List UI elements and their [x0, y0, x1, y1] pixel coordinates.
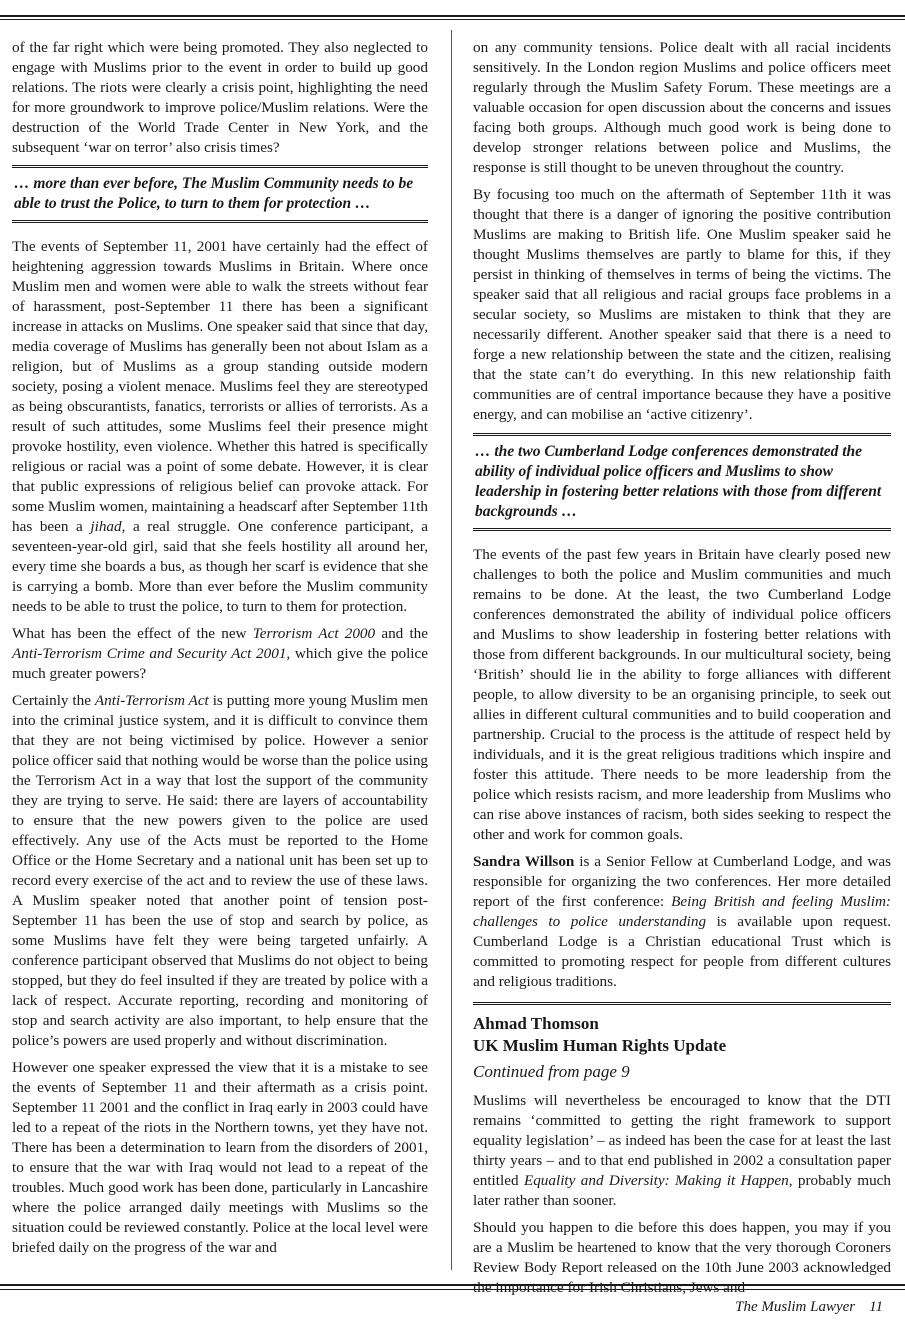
top-rule-thin: [0, 19, 905, 20]
top-rule: [0, 15, 905, 17]
paragraph: By focusing too much on the aftermath of September 11th it was thought that there is a danger of ignoring the positive contribution Muslims are making to British life. One Muslim speaker said he thought Muslims themselves are partly to blame for this, if they persist in thinking of themselves in terms of being the victims. The speaker said that all religious and racial groups face problems in a secular society, so Muslims are mistaken to think that they are necessarily different. Another speaker said that there is a need to forge a new relationship between the state and the citizen, realising that the state can’t do everything. In this new relationship faith communities are of central importance because they have a positive energy, and can mobilise an ‘active citizenry’.: [473, 186, 891, 423]
publication-name: The Muslim Lawyer: [735, 1299, 856, 1315]
paragraph: on any community tensions. Police dealt with all racial incidents sensitively. In the London region Muslims and police officers meet regularly through the Muslim Safety Forum. These meetings are a valuable occasion for open discussion about the concerns and issues facing both groups. Although much good work is being done to develop stronger relations between police and Muslims, the response is still thought to be uneven throughout the country.: [473, 39, 891, 176]
author-name: Ahmad Thomson: [473, 1014, 599, 1033]
paragraph: Muslims will nevertheless be encouraged to know that the DTI remains ‘committed to getting the right framework to support equality legislation’ – as indeed has been the case for at least the last thirty years – and to that end published in 2002 a consultation paper entitled Equality and Diversity: Making it Happen, probably much later rather than sooner.: [473, 1092, 891, 1209]
author-bio: Sandra Willson is a Senior Fellow at Cumberland Lodge, and was responsible for organizing the two conferences. Her more detailed report of the first conference: Being British and feeling Muslim: challenges to police understanding is available upon request. Cumberland Lodge is a Christian educational Trust which is committed to promoting respect for people from different cultures and religious traditions.: [473, 853, 892, 990]
paragraph: of the far right which were being promoted. They also neglected to engage with Muslims prior to the event in order to build up good relations. The riots were clearly a crisis point, highlighting the need for more groundwork to improve police/Muslim relations. Were the destruction of the World Trade Center in New York, and the subsequent ‘war on terror’ also crisis times?: [12, 39, 428, 156]
bottom-rule: [0, 1284, 905, 1286]
paragraph: Should you happen to die before this does happen, you may if you are a Muslim be heartened to know that the very thorough Coroners Review Body Report released on the 10th June 2003 acknowledged the importance for Irish Christians, Jews and: [473, 1219, 891, 1296]
bottom-rule-thin: [0, 1289, 905, 1290]
article-heading: UK Muslim Human Rights Update: [473, 1036, 727, 1055]
column-divider: [451, 30, 452, 1270]
left-column: [12, 38, 428, 1265]
paragraph: The events of September 11, 2001 have certainly had the effect of heightening aggression towards Muslims in Britain. Where once Muslim men and women were able to walk the streets without fear of harassment, post-September 11 there has been a significant increase in attacks on Muslims. One speaker said that since that day, media coverage of Muslims has generally been not about Islam as a religion, but of Muslims as a group standing outside modern society, posing a violent menace. Muslims feel they are stereotyped as being obscurantists, fanatics, terrorists or allies of terrorists. As a result of such attitudes, some Muslims feel their presence might provoke hostility, even violence. Whether this hatred is specifically religious or racial was a point of some debate. However, it is clear that public expressions of religious belief can provoke attack. For some Muslim women, maintaining a headscarf after September 11th has been a jihad, a real struggle. One conference participant, a seventeen-year-old girl, said that she feels hostility all around her, every time she boards a bus, as though her scarf is evidence that she is carrying a bomb. More than ever before the Muslim community needs to be able to trust the police, to turn to them for protection.: [12, 238, 429, 615]
paragraph: The events of the past few years in Britain have clearly posed new challenges to both the police and Muslim communities and much remains to be done. At the least, the two Cumberland Lodge conferences demonstrated the ability of individual police officers and Muslims to show leadership in fostering better relations with those from different backgrounds. In our multicultural society, being ‘British’ should lie in the ability to forge alliances with different people, to allow diversity to be an organising principle, to seek out allies in different cultural communities and to build cooperation and partnership. Crucial to the process is the attitude of respect held by individuals, and it is the great religious traditions which inspire and foster this attitude. There needs to be more leadership from the police which resists racism, and more leadership from Muslims who can rise above instances of racism, both sides seeking to respect the other and work for common goals.: [473, 546, 891, 843]
pull-quote: … more than ever before, The Muslim Community needs to be able to trust the Police, to turn to them for protection …: [12, 165, 428, 223]
page-number: 11: [869, 1299, 883, 1315]
right-column: [473, 38, 891, 1305]
continued-note: Continued from page 9: [473, 1062, 630, 1081]
paragraph: Certainly the Anti-Terrorism Act is putting more young Muslim men into the criminal justice system, and it is difficult to convince them that they are not being victimised by police. However a senior police officer said that nothing would be worse than the police using the Terrorism Act in a way that lost the support of the community they are trying to serve. He said: there are layers of accountability to ensure that the new powers given to the police are used effectively. Any use of the Acts must be reported to the Home Office or the Home Secretary and a national unit has been set up to record every exercise of the act and to review the use of these laws. A Muslim speaker noted that another point of tension post-September 11 has been the use of stop and search by police, as some Muslims have felt they were being targeted unfairly. A conference participant observed that Muslims do not object to being stopped, but they do feel insulted if they are treated by police with a lack of respect. Accurate reporting, recording and monitoring of stop and search activity are also important, to help ensure that the police’s powers are used properly and without discrimination.: [12, 692, 429, 1049]
paragraph: What has been the effect of the new Terrorism Act 2000 and the Anti-Terrorism Crime and Security Act 2001, which give the police much greater powers?: [12, 625, 429, 682]
bio-name: Sandra Willson: [473, 853, 575, 870]
pull-quote: … the two Cumberland Lodge conferences demonstrated the ability of individual police officers and Muslims to show leadership in fostering better relations with those from different backgrounds …: [473, 433, 891, 531]
section-rule: [473, 1002, 891, 1005]
paragraph: However one speaker expressed the view that it is a mistake to see the events of September 11 and their aftermath as a crisis point. September 11 2001 and the conflict in Iraq early in 2003 could have led to a repeat of the riots in the Northern towns, yet they have not. There has been a determination to learn from the disorders of 2001, to ensure that the war with Iraq would not lead to a repeat of the troubles. Much good work has been done, particularly in Lancashire where the police arranged daily meetings with Muslims so the situation could be reviewed constantly. Police at the local level were briefed daily on the progress of the war and: [12, 1059, 428, 1256]
page-footer: [735, 1299, 883, 1316]
